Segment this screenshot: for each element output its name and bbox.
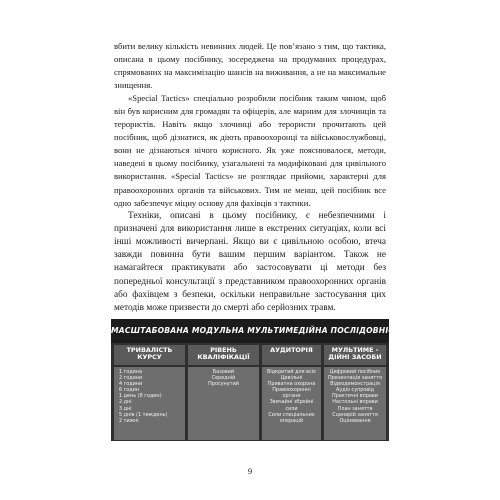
list-item: Відкритий для всіх [267,369,316,375]
list-item: Сили спеціальних [268,411,315,418]
list-item: Оцінювання [339,417,371,424]
list-item: Цифровий посібник [329,369,381,375]
list-item: 4 години [119,381,143,388]
list-item: операцій [279,417,304,424]
column-header: АУДИТОРІЯ [262,345,321,365]
list-item: 5 днів (1 тиждень) [119,411,168,418]
list-item: сили [285,405,298,412]
list-item: Звичайні збройні [269,399,314,406]
list-item: Сценарій заняття [332,411,378,418]
column-header: РІВЕНЬ КВАЛІФІКАЦІЇ [188,345,259,365]
list-item: Практичні вправи [331,393,378,400]
list-item: Відеодемонстрація [330,381,380,388]
column-items [114,367,185,440]
list-item: 3 дні [119,405,132,412]
list-item: органи [282,393,301,400]
multimedia-sequence-table [111,319,406,441]
list-item: 1 година [119,369,142,375]
paragraph-3: Техніки, описані в цьому посібнику, є небезпечними і призначені для використання лише в екстрених ситуаціях, коли всі інші можливості вичерпані. Якщо ви є цивільною особою, втеча завжди повинна бути вашим першим варіантом. Також не намагайтеся практикувати або застосовувати ці методи без попередньої консультації з представником правоохоронних органів або фахівцем з безпеки, оскільки неправильне застосування цих методів може призвести до смерті або серйозних травм. [114,210,386,314]
list-item: 2 дні [119,399,132,406]
list-item: 6 годин [119,387,139,394]
list-item: Аудіо супровід [335,387,375,394]
column-course-duration [114,345,185,440]
column-audience [262,345,321,440]
list-item: Середній [211,375,236,382]
list-item: Приватна охорона [267,381,316,388]
list-item: Презентація заняття [327,375,382,382]
paragraph-2: «Special Tactics» спеціально розробили посібник таким чином, щоб він був корисним для громадян та офіцерів, але марним для злочинців та терористів. Навіть якщо злочинці або терористи прочитають цей посібник, щоб дізнатися, як діють правоохоронці та військовослужбовці, вони не дізнаються нічого корисного. Як уже пояснювалося, методи, наведені в цьому посібнику, узагальнені та модифіковані для цивільного використання. «Special Tactics» не розглядає прийоми, характерні для правоохоронних органів та військових. Тим не менш, цей посібник все одно забезпечує міцну основу для фахівців з тактики. [114,93,386,208]
list-item: 1 день (8 годин) [119,393,162,400]
page-number: 9 [247,466,253,476]
column-items [324,367,386,440]
list-item: Настольні вправи [332,399,378,406]
list-item: Просунутий [208,381,239,388]
column-multimedia-tools [324,345,386,440]
column-items [262,367,321,440]
paragraph-1: вбити велику кількість невинних людей. Це пов’язано з тим, що тактика, описана в цьому посібнику, зосереджена на продуманих процедурах, спрямованих на максимізацію шансів на виживання, а не на максимальне знищення. [114,41,386,91]
column-header: МУЛЬТИМЕ - ДІЙНІ ЗАСОБИ [324,345,386,365]
list-item: 2 тижні [119,417,139,424]
list-item: План заняття [337,405,373,412]
list-item: 2 години [119,375,143,382]
list-item: Правоохоронні [272,387,311,394]
list-item: Цивільні [280,375,303,382]
table-title: МАСШТАБОВАНА МОДУЛЬНА МУЛЬТИМЕДІЙНА ПОСЛІДОВНІСТЬ [111,319,389,343]
column-header: ТРИВАЛІСТЬ КУРСУ [114,345,185,365]
column-skill-level [188,345,259,440]
document-body [114,40,386,315]
column-items [188,367,259,440]
list-item: Базовий [212,369,235,375]
